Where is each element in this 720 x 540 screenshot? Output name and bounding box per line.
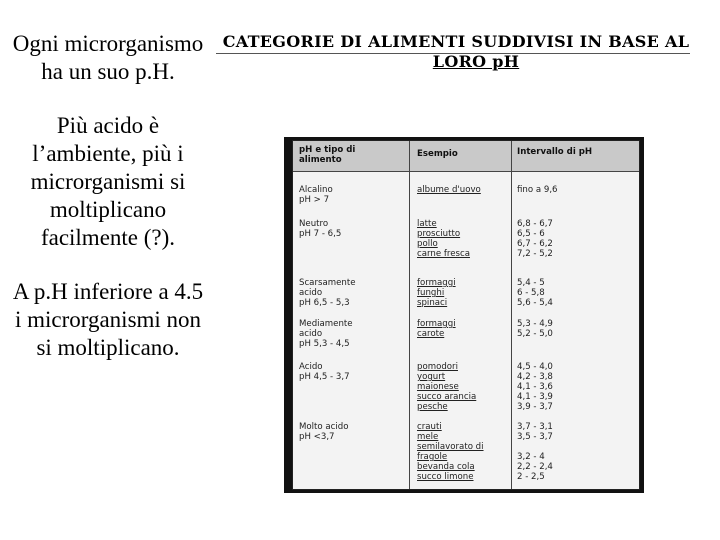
example-text: succo limone	[417, 472, 474, 482]
category-cell	[299, 422, 407, 442]
example-text: yogurt	[417, 372, 446, 382]
header-category-line2: alimento	[299, 155, 342, 165]
example-text: formaggi	[417, 319, 456, 329]
example-text: albume d'uovo	[417, 185, 481, 195]
range-text: 5,4 - 5	[517, 278, 545, 288]
range-text: 5,6 - 5,4	[517, 298, 553, 308]
example-text: latte	[417, 219, 437, 229]
example-text: crauti	[417, 422, 442, 432]
example-cell	[417, 362, 517, 412]
example-cell	[417, 219, 517, 259]
example-text: maionese	[417, 382, 459, 392]
range-text: 6,5 - 6	[517, 229, 545, 239]
category-text: pH 7 - 6,5	[299, 229, 342, 239]
category-text: acido	[299, 288, 323, 298]
example-cell	[417, 422, 517, 482]
title-underline	[216, 53, 690, 54]
range-text: 7,2 - 5,2	[517, 249, 553, 259]
category-cell	[299, 319, 407, 349]
category-cell	[299, 362, 407, 382]
header-category-line1: pH e tipo di	[299, 145, 356, 155]
document-title	[214, 32, 698, 72]
category-text: pH <3,7	[299, 432, 335, 442]
category-text: pH 5,3 - 4,5	[299, 339, 350, 349]
range-text: 4,2 - 3,8	[517, 372, 553, 382]
range-text: 5,2 - 5,0	[517, 329, 553, 339]
range-text: 4,1 - 3,9	[517, 392, 553, 402]
range-cell	[517, 278, 627, 308]
paragraph-ph-intro: Ogni microrganismo ha un suo p.H.	[12, 31, 204, 84]
range-text: 2 - 2,5	[517, 472, 545, 482]
range-cell	[517, 219, 627, 259]
column-divider-1	[409, 141, 410, 489]
category-text: Alcalino	[299, 185, 333, 195]
example-text: semilavorato di	[417, 442, 484, 452]
header-range: Intervallo di pH	[517, 147, 593, 157]
document-title-line1: CATEGORIE DI ALIMENTI SUDDIVISI IN BASE AL	[222, 32, 690, 51]
example-text: carote	[417, 329, 445, 339]
example-text: formaggi	[417, 278, 456, 288]
paragraph-acid-growth: Più acido è l’ambiente, più i microrganismi si moltiplicano facilmente (?).	[30, 113, 186, 250]
example-text: pomodori	[417, 362, 458, 372]
category-text: Mediamente	[299, 319, 353, 329]
range-cell	[517, 185, 627, 195]
category-text: Scarsamente	[299, 278, 356, 288]
example-cell	[417, 278, 517, 308]
category-text: Acido	[299, 362, 323, 372]
range-text: 3,5 - 3,7	[517, 432, 553, 442]
range-text: 5,3 - 4,9	[517, 319, 553, 329]
range-cell	[517, 422, 627, 482]
range-text: 6,8 - 6,7	[517, 219, 553, 229]
category-cell	[299, 219, 407, 239]
range-text: 6 - 5,8	[517, 288, 545, 298]
category-text: pH 6,5 - 5,3	[299, 298, 350, 308]
example-text: succo arancia	[417, 392, 477, 402]
category-text: pH 4,5 - 3,7	[299, 372, 350, 382]
example-text: bevanda cola	[417, 462, 475, 472]
example-text: carne fresca	[417, 249, 470, 259]
document-title-line2: LORO pH	[432, 52, 520, 71]
category-cell	[299, 278, 407, 308]
example-cell	[417, 319, 517, 339]
example-text: pollo	[417, 239, 438, 249]
range-text: 4,1 - 3,6	[517, 382, 553, 392]
range-text: 3,7 - 3,1	[517, 422, 553, 432]
range-text: 3,9 - 3,7	[517, 402, 553, 412]
example-cell	[417, 185, 517, 195]
range-text	[517, 442, 627, 452]
example-text: spinaci	[417, 298, 448, 308]
paragraph-low-ph: A p.H inferiore a 4.5 i microrganismi non si moltiplicano.	[12, 279, 204, 360]
range-text: 3,2 - 4	[517, 452, 545, 462]
table-header	[293, 141, 639, 172]
ph-table	[292, 140, 640, 490]
category-text: Molto acido	[299, 422, 349, 432]
range-cell	[517, 319, 627, 339]
range-text: 4,5 - 4,0	[517, 362, 553, 372]
category-cell	[299, 185, 407, 205]
example-text: pesche	[417, 402, 448, 412]
category-text: pH > 7	[299, 195, 330, 205]
header-example: Esempio	[417, 149, 458, 159]
example-text: mele	[417, 432, 439, 442]
example-text: fragole	[417, 452, 448, 462]
example-text: funghi	[417, 288, 445, 298]
example-text: prosciutto	[417, 229, 461, 239]
range-text: fino a 9,6	[517, 185, 558, 195]
left-text-panel	[8, 30, 208, 388]
category-text: Neutro	[299, 219, 329, 229]
range-text: 2,2 - 2,4	[517, 462, 553, 472]
range-text: 6,7 - 6,2	[517, 239, 553, 249]
category-text: acido	[299, 329, 323, 339]
range-cell	[517, 362, 627, 412]
header-category	[299, 145, 355, 165]
